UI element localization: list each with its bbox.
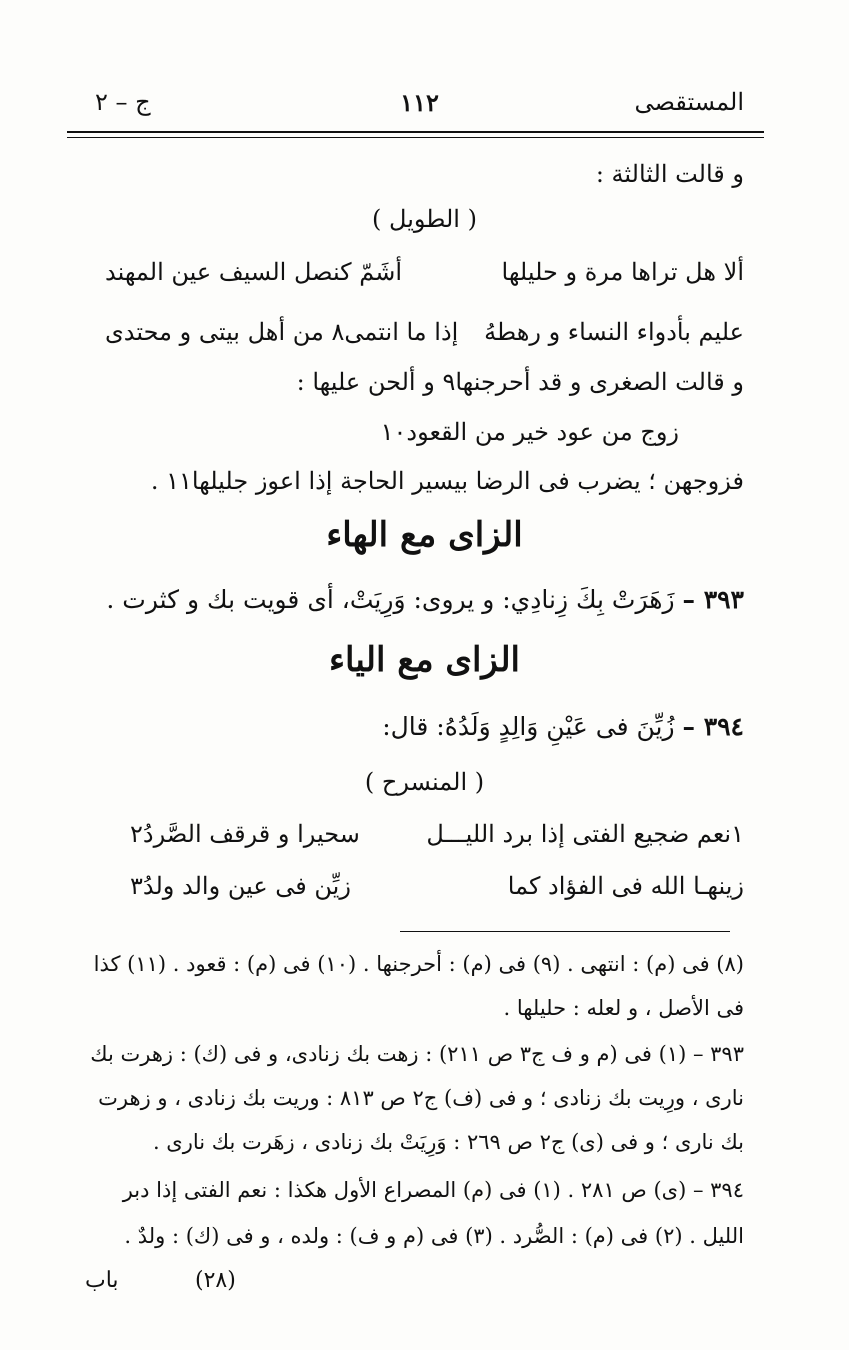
entry-number: ٣٩٤ – (682, 712, 744, 741)
verse-1-first-hemistich: ألا هل تراها مرة و حليلها (501, 258, 744, 286)
prose-line: و قالت الصغرى و قد أحرجنها٩ و ألحن عليها : (296, 368, 744, 396)
prose-line: فزوجهن ؛ يضرب فى الرضا بيسير الحاجة إذا اعوز جليلها١١ . (150, 467, 744, 495)
header-page-number: ١١٢ (400, 88, 439, 117)
header-rule-thick (67, 131, 764, 133)
entry-394 (382, 712, 744, 741)
verse-4-second-hemistich: زيِّن فى عين والد ولدُ٣ (130, 872, 351, 900)
verse-1-second-hemistich: أشَمّ كنصل السيف عين المهند (105, 258, 402, 286)
verse-2-second-hemistich: إذا ما انتمى٨ من أهل بيتى و محتدى (105, 318, 459, 346)
footnote-line: بك نارى ؛ و فى (ى) ج٢ ص ٢٦٩ : وَرِيَتْ بك زنادى ، زهَرت بك نارى . (152, 1130, 744, 1154)
verse-3-first-hemistich: ١نعم ضجيع الفتى إذا برد الليـــل (426, 820, 744, 848)
entry-text: زُيِّنَ فى عَيْنِ وَالِدٍ وَلَدُهُ: قال: (382, 712, 675, 741)
catchword: باب (85, 1268, 119, 1293)
entry-text: زَهَرَتْ بِكَ زِنادِي: و يروى: وَرِيَتْ، أى قويت بك و كثرت . (106, 585, 675, 614)
signature-mark: (٢٨) (195, 1268, 236, 1293)
header-rule-thin (67, 137, 764, 138)
footnote-line: ٣٩٤ – (ى) ص ٢٨١ . (١) فى (م) المصراع الأول هكذا : نعم الفتى إذا دبر (122, 1178, 744, 1202)
meter-label: ( الطويل ) (372, 205, 477, 233)
footnote-line: نارى ، ورِيت بك زنادى ؛ و فى (ف) ج٢ ص ٨١٣ : وريت بك زنادى ، و زهرت (98, 1086, 744, 1110)
footnote-line: ٣٩٣ – (١) فى (م و ف ج٣ ص ٢١١) : زهت بك زنادى، و فى (ك) : زهرت بك (90, 1042, 744, 1066)
intro-line: و قالت الثالثة : (595, 160, 744, 188)
running-header (95, 88, 744, 124)
footnote-line: الليل . (٢) فى (م) : الصُّرد . (٣) فى (م و ف) : ولده ، و فى (ك) : ولدٌ . (124, 1224, 744, 1248)
section-heading: الزاى مع الهاء (326, 515, 523, 555)
header-volume: ج – ٢ (95, 88, 151, 116)
verse-2-first-hemistich: عليم بأدواء النساء و رهطهُ (484, 318, 744, 346)
section-heading: الزاى مع الياء (328, 640, 521, 680)
proverb-line: زوج من عود خير من القعود١٠ (380, 418, 679, 446)
meter-label: ( المنسرح ) (364, 768, 485, 796)
header-book-title: المستقصى (634, 88, 744, 116)
entry-number: ٣٩٣ – (682, 585, 744, 614)
footnote-separator (400, 931, 730, 932)
verse-4-first-hemistich: زينهـا الله فى الفؤاد كما (507, 872, 744, 900)
entry-393 (106, 585, 744, 614)
verse-3-second-hemistich: سحيرا و قرقف الصَّردُ٢ (130, 820, 360, 848)
footnote-line: (٨) فى (م) : انتهى . (٩) فى (م) : أحرجنها . (١٠) فى (م) : قعود . (١١) كذا (93, 952, 744, 976)
footnote-line: فى الأصل ، و لعله : حليلها . (503, 996, 744, 1020)
